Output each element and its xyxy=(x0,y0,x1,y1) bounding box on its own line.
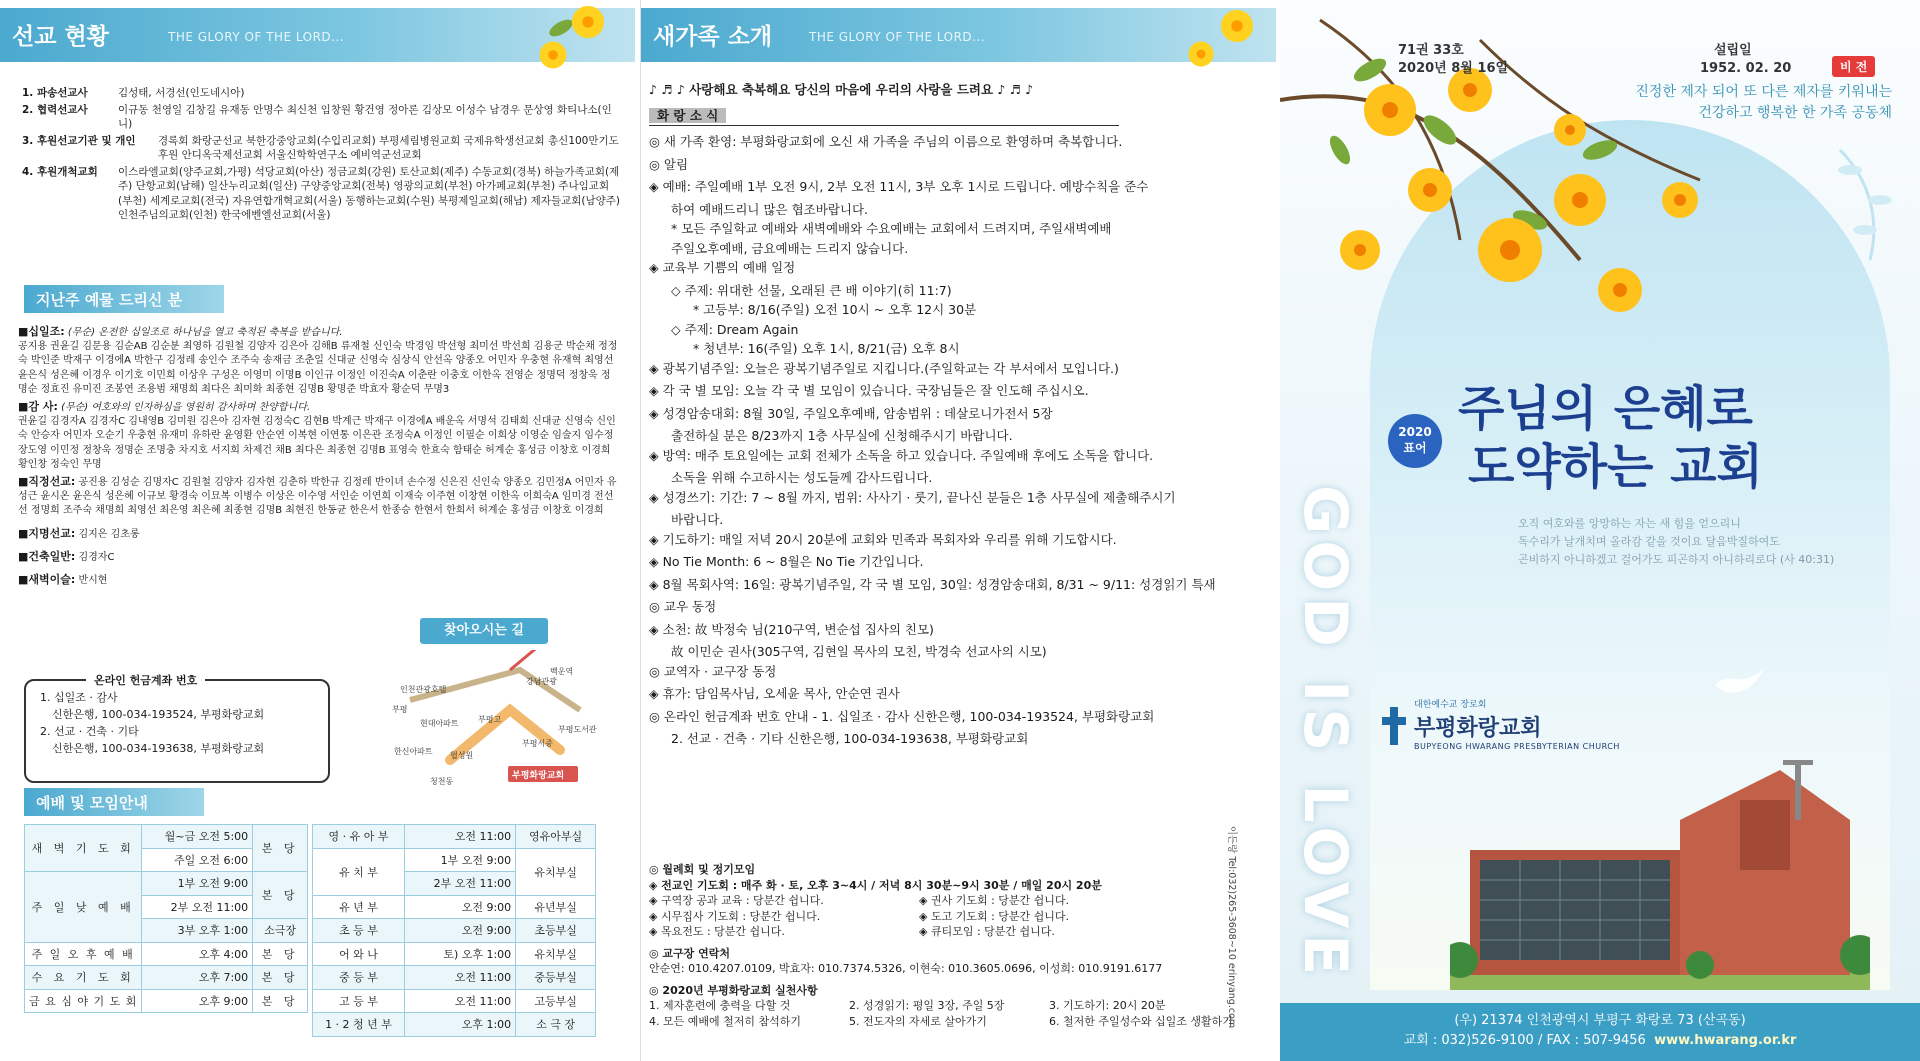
donor-group xyxy=(18,573,618,588)
news-item: ◈ 8월 목회사역: 16일: 광복기념주일, 각 국 별 모임, 30일: 성경암송대회, 8/31 ~ 9/11: 성경읽기 특새 xyxy=(649,576,1216,592)
monthly-item: ◈ 구역장 공과 교육 : 당분간 쉽니다. xyxy=(649,894,824,907)
table-cell: 오전 9:00 xyxy=(405,919,516,943)
flower-branch-illustration xyxy=(1280,0,1920,360)
table-cell: 유치부실 xyxy=(516,848,596,895)
table-cell: 수 요 기 도 회 xyxy=(25,966,142,990)
donor-names: 공지용 권윤길 김문용 김순AB 김순분 최영하 김원철 김양자 김은아 김해B 류재철 신인숙 박경임 박선형 최미선 박선희 김용군 박순채 정정숙 박인준 박재구 이경에A 박한구 김정레 송인수 조주숙 송재금 조춘일 신대균 신영숙 심상식 안선옥 양종오 어민자 우충현 유재혁 최영선 윤은식 성은혜 이경우 이기호 이민희 이상우 구성은 이영미 이명B 이인규 이정인 이진숙A 이춘란 이충호 이한옥 전영순 정명덕 정창욱 정명순 정효진 유미진 조봉연 조용범 채명희 최다은 최미화 최종현 김명B 황명준 박효자 황순덕 무명3 xyxy=(18,341,618,395)
donor-key: ■지명선교: xyxy=(18,526,76,540)
news-item: ◈ 소천: 故 박정숙 님(210구역, 변순섭 집사의 친모) xyxy=(649,621,934,637)
newcomers-subtitle: THE GLORY OF THE LORD... xyxy=(809,30,986,44)
mission-value: 경록회 화랑군선교 북한강중앙교회(수입리교회) 부평세림병원교회 국제유학생선교회 총신100만기도후원 안디옥국제선교회 서울신학학연구소 예비역군선교회 xyxy=(158,134,619,161)
panel-mission xyxy=(0,0,640,1061)
mission-row xyxy=(22,165,622,223)
bible-verse xyxy=(1518,515,1834,569)
table-row xyxy=(313,825,596,849)
table-row xyxy=(25,942,308,966)
donor-group xyxy=(18,400,618,472)
table-cell: 2부 오전 11:00 xyxy=(142,895,253,919)
table-cell: 오전 9:00 xyxy=(405,895,516,919)
motto-line: 도약하는 교회 xyxy=(1468,439,1763,495)
table-cell: 2부 오전 11:00 xyxy=(405,872,516,896)
mission-value: 김성태, 서경선(인도네시아) xyxy=(118,87,245,99)
map-label: 부평서중 xyxy=(522,739,553,748)
schedule-table-right xyxy=(312,824,596,1037)
news-item: ◈ 방역: 매주 토요일에는 교회 전체가 소독을 하고 있습니다. 주일예배 후에도 소독을 합니다. xyxy=(649,447,1154,463)
news-item: ◈ 기도하기: 매일 저녁 20시 20분에 교회와 민족과 목회자와 우리를 위해 기도합시다. xyxy=(649,531,1117,547)
table-cell: 1부 오전 9:00 xyxy=(142,872,253,896)
news-label-row xyxy=(649,106,1119,127)
verse-line: 오직 여호와를 앙망하는 자는 새 힘을 얻으리니 xyxy=(1518,517,1741,530)
panel-cover xyxy=(1280,0,1920,1061)
news-item: ◇ 주제: Dream Again xyxy=(671,321,799,337)
donor-names: 김경자C xyxy=(78,551,115,563)
table-cell: 주 일 낮 예 배 xyxy=(25,872,142,943)
flower-decoration xyxy=(1187,40,1215,68)
table-cell: 유년부실 xyxy=(516,895,596,919)
mission-value: 이규동 천영일 김창길 유재동 안명수 최신천 임창원 황건영 정아론 김상모 이성수 남경우 문상영 화티나소(인니) xyxy=(118,103,612,130)
table-cell: 3부 오후 1:00 xyxy=(142,919,253,943)
table-row xyxy=(313,1013,596,1037)
motto-line: 주님의 은혜로 xyxy=(1458,381,1753,437)
news-item: ◎ 새 가족 환영: 부평화랑교회에 오신 새 가족을 주님의 이름으로 환영하며 축복합니다. xyxy=(649,134,1123,149)
table-row xyxy=(25,872,308,896)
news-item: 주일오후예배, 금요예배는 드리지 않습니다. xyxy=(671,240,909,256)
table-cell: 본 당 xyxy=(253,989,308,1013)
donor-key: ■감 사: xyxy=(18,400,58,414)
news-item: ◈ 교육부 기쁨의 예배 일정 xyxy=(649,260,796,275)
monthly-item: ◈ 권사 기도회 : 당분간 쉽니다. xyxy=(919,894,1070,907)
news-item: ◈ 광복기념주일: 오늘은 광복기념주일로 지킵니다.(주일학교는 각 부서에서 모입니다.) xyxy=(649,360,1119,376)
online-line: 신한은행, 100-034-193638, 부평화랑교회 xyxy=(52,742,265,755)
church-logo xyxy=(1382,700,1620,751)
news-item: * 고등부: 8/16(주일) 오전 10시 ~ 오후 12시 30분 xyxy=(693,302,977,317)
news-item: ◎ 교우 동정 xyxy=(649,599,717,614)
monthly-item: ◈ 시무집사 기도회 : 당분간 쉽니다. xyxy=(649,909,821,923)
established-info xyxy=(1700,42,1791,78)
dove-icon xyxy=(1710,660,1770,700)
donor-group xyxy=(18,527,618,542)
map-label: 현대아파트 xyxy=(420,719,459,728)
table-cell: 새 벽 기 도 회 xyxy=(25,825,142,872)
issue-info xyxy=(1398,42,1508,78)
vision-badge: 비 전 xyxy=(1832,56,1875,77)
flower-decoration xyxy=(1219,8,1255,44)
contact-title: ◎ 교구장 연락처 xyxy=(649,946,731,960)
table-cell: 고등부실 xyxy=(516,989,596,1013)
table-row xyxy=(313,942,596,966)
newcomers-header xyxy=(641,8,1276,62)
practice-grid xyxy=(649,998,1269,1029)
donor-names: 김지은 김초롱 xyxy=(78,528,140,540)
news-item: ◈ 성경암송대회: 8월 30일, 주일오후예배, 암송범위 : 데살로니가전서 5장 xyxy=(649,405,1053,421)
practice-item: 6. 철저한 주일성수와 십일조 생활하기 xyxy=(1049,1014,1233,1028)
monthly-item: ◈ 목요전도 : 당분간 쉽니다. xyxy=(649,925,785,938)
mission-key: 1. 파송선교사 xyxy=(22,87,88,99)
schedule-table-left xyxy=(24,824,308,1013)
mission-key: 2. 협력선교사 xyxy=(22,103,88,116)
table-cell: 토) 오후 1:00 xyxy=(405,942,516,966)
table-cell: 오전 11:00 xyxy=(405,989,516,1013)
online-account-title: 온라인 헌금계좌 번호 xyxy=(86,672,205,689)
church-website-link[interactable]: www.hwarang.or.kr xyxy=(1654,1033,1797,1048)
table-cell: 오전 11:00 xyxy=(405,825,516,849)
table-cell: 소 극 장 xyxy=(516,1013,596,1037)
practice-title: ◎ 2020년 부평화랑교회 실천사항 xyxy=(649,983,818,997)
practice-item: 2. 성경읽기: 평일 3장, 주일 5장 xyxy=(849,999,1005,1012)
welcome-line: ♪ ♬ ♪ 사랑해요 축복해요 당신의 마음에 우리의 사랑을 드려요 ♪ ♬ ♪ xyxy=(649,82,1034,97)
mission-subtitle: THE GLORY OF THE LORD... xyxy=(168,30,345,44)
directions-title: 찾아오시는 길 xyxy=(420,618,548,644)
online-line: 2. 선교 · 건축 · 기타 xyxy=(40,725,139,738)
news-item: ◈ 성경쓰기: 기간: 7 ~ 8월 까지, 범위: 사사기 · 룻기, 끝나신 분들은 1층 사무실에 제출해주시기 xyxy=(649,489,1176,505)
news-item: ◈ No Tie Month: 6 ~ 8월은 No Tie 기간입니다. xyxy=(649,554,924,569)
table-cell: 1부 오전 9:00 xyxy=(405,848,516,872)
mission-value: 이스라엘교회(양주교회,가평) 석당교회(아산) 정금교회(강원) 토산교회(제주) 수동교회(경북) 하늘가족교회(제주) 단항교회(남해) 일산누리교회(일산) 구양중앙교회(전북) 영광의교회(부천) 아가페교회(부천) 주나임교회(부천) 세계로교회(전국) 자유연합개혁교회(서울) 동행하는교회(수원) 북평제일교회(해남) 제자들교회(남양주) 인천주님의교회(인천) 한국에벤엘선교회(서울) xyxy=(118,165,620,221)
table-cell: 영유아부실 xyxy=(516,825,596,849)
donor-group xyxy=(18,325,618,397)
news-label: 화 랑 소 식 xyxy=(649,108,726,123)
online-line: 1. 십일조 · 감사 xyxy=(40,691,118,704)
table-cell: 오후 7:00 xyxy=(142,966,253,990)
vertical-text: GOD IS LOVE xyxy=(1290,485,1360,982)
year-motto xyxy=(1458,380,1763,496)
map-label: 부평고 xyxy=(478,715,502,724)
table-cell: 주 일 오 후 예 배 xyxy=(25,942,142,966)
news-items xyxy=(649,132,1269,749)
established-date: 1952. 02. 20 xyxy=(1700,61,1792,76)
news-item: ◈ 예배: 주일예배 1부 오전 9시, 2부 오전 11시, 3부 오후 1시로 드립니다. 예방수칙을 준수 xyxy=(649,179,1149,194)
donor-title: 지난주 예물 드리신 분 xyxy=(24,285,224,313)
vision-slogan xyxy=(1635,82,1892,124)
table-row xyxy=(313,966,596,990)
news-item: 출전하실 분은 8/23까지 1층 사무실에 신청해주시기 바랍니다. xyxy=(671,428,1013,443)
year-motto-badge xyxy=(1388,414,1442,468)
table-row xyxy=(313,848,596,872)
mission-key: 3. 후원선교기관 및 개인 xyxy=(22,134,136,147)
table-row xyxy=(313,919,596,943)
table-cell: 중등부실 xyxy=(516,966,596,990)
donor-note: (무순) 온전한 십일조로 하나님을 열고 축적된 축복을 받습니다. xyxy=(67,327,343,338)
verse-line: 곤비하지 아니하겠고 걸어가도 피곤하지 아니하리로다 (사 40:31) xyxy=(1518,553,1835,566)
monthly-section xyxy=(649,862,1269,1029)
year-badge-label: 표어 xyxy=(1403,441,1427,455)
issue-date: 2020년 8월 16일 xyxy=(1398,61,1509,76)
donor-list xyxy=(18,325,618,591)
verse-line: 독수리가 날개치며 올라감 같을 것이요 달음박질하여도 xyxy=(1518,535,1780,548)
god-is-love-vertical xyxy=(1290,485,1384,982)
slogan-line: 건강하고 행복한 한 가족 공동체 xyxy=(1698,105,1892,121)
news-item: ◎ 교역자 · 교구장 동정 xyxy=(649,663,777,679)
map-label: 협성원 xyxy=(450,751,474,760)
table-cell: 중 등 부 xyxy=(313,966,405,990)
donor-group xyxy=(18,475,618,519)
monthly-grid xyxy=(649,893,1269,940)
cross-icon xyxy=(1382,707,1406,745)
newcomers-title: 새가족 소개 xyxy=(653,24,773,50)
news-item: 故 이민순 권사(305구역, 김현일 목사의 모친, 박경숙 선교사의 시모) xyxy=(671,644,1047,659)
table-cell: 소극장 xyxy=(253,919,308,943)
table-cell: 오후 4:00 xyxy=(142,942,253,966)
donor-group xyxy=(18,550,618,565)
church-building-illustration xyxy=(1450,760,1870,990)
mission-row xyxy=(22,134,622,163)
address-bar xyxy=(1280,1003,1920,1061)
church-name-en: BUPYEONG HWARANG PRESBYTERIAN CHURCH xyxy=(1414,742,1620,751)
donor-key: ■십일조: xyxy=(18,325,65,338)
table-row xyxy=(25,825,308,849)
table-cell: 오후 9:00 xyxy=(142,989,253,1013)
table-cell: 오전 11:00 xyxy=(405,966,516,990)
news-item: 2. 선교 · 건축 · 기타 신한은행, 100-034-193638, 부평화랑교회 xyxy=(671,731,1029,746)
table-cell: 유치부실 xyxy=(516,942,596,966)
donor-names: 권윤길 김경자A 김경자C 김내영B 김미원 김은아 김자현 김정숙C 김현B 박계근 박재구 이경에A 배운옥 서명석 김태희 신대균 신영숙 신인숙 안승자 어민자 오순기 우충현 유재미 유하란 윤영환 안순연 이복현 이연통 이은관 조정숙A 이정인 이필순 이희상 이영순 임술지 임수정 장도영 이민정 정창욱 정명순 조명충 차지호 서지희 차제건 채B 최다은 최종현 김명B 표영숙 한효숙 함태순 허계순 홍성금 이창호 이경희 황인창 정숙인 무명 xyxy=(18,416,616,470)
table-cell: 본 당 xyxy=(253,825,308,872)
practice-item: 5. 전도자의 자세로 살아가기 xyxy=(849,1014,987,1028)
table-cell: 주일 오전 6:00 xyxy=(142,848,253,872)
donor-key: ■직정선교: xyxy=(18,475,76,489)
table-cell: 본 당 xyxy=(253,966,308,990)
map-label: 부평도서관 xyxy=(558,725,597,734)
established-label: 설립일 xyxy=(1714,43,1752,58)
table-cell: 어 와 나 xyxy=(313,942,405,966)
news-item: * 모든 주일학교 예배와 새벽예배와 수요예배는 교회에서 드려지며, 주일새벽예배 xyxy=(671,221,1112,236)
table-cell: 본 당 xyxy=(253,942,308,966)
table-row xyxy=(25,966,308,990)
table-cell: 본 당 xyxy=(253,872,308,919)
monthly-item: ◈ 큐티모임 : 당분간 쉽니다. xyxy=(919,925,1055,938)
map-label: 부평화랑교회 xyxy=(512,771,565,781)
map-label: 한신아파트 xyxy=(394,747,433,756)
church-address: (우) 21374 인천광역시 부평구 화랑로 73 (산곡동) xyxy=(1454,1013,1746,1028)
denomination: 대한예수교 장로회 xyxy=(1414,700,1487,710)
table-cell: 초 등 부 xyxy=(313,919,405,943)
church-contact: 교회 : 032)526-9100 / FAX : 507-9456 xyxy=(1403,1033,1646,1048)
news-item: * 청년부: 16(주일) 오후 1시, 8/21(금) 오후 8시 xyxy=(693,341,960,356)
mission-row xyxy=(22,86,622,101)
slogan-line: 진정한 제자 되어 또 다른 제자를 키워내는 xyxy=(1635,84,1892,100)
donor-note: (무순) 여호와의 인자하심을 영원히 감사하며 찬양합니다. xyxy=(61,402,311,414)
monthly-title: ◎ 월례회 및 정기모임 xyxy=(649,863,756,876)
map-label: 백운역 xyxy=(550,667,574,676)
table-row xyxy=(313,989,596,1013)
practice-item: 4. 모든 예배에 철저히 참석하기 xyxy=(649,1014,801,1028)
table-cell: 영 · 유 아 부 xyxy=(313,825,405,849)
practice-item: 1. 제자훈련에 충력을 다할 것 xyxy=(649,999,791,1012)
church-name: 부평화랑교회 xyxy=(1414,716,1542,741)
practice-item: 3. 기도하기: 20시 20분 xyxy=(1049,999,1166,1012)
table-cell: 유 년 부 xyxy=(313,895,405,919)
news-item: ◇ 주제: 위대한 선물, 오래된 큰 배 이야기(히 11:7) xyxy=(671,282,952,298)
mission-list xyxy=(22,86,622,223)
mission-title: 선교 현황 xyxy=(12,24,109,50)
donor-names: 공진용 김성순 김명자C 김원철 김양자 김자현 김춘하 박한규 김정레 반이녀 손수정 신은진 신인숙 양종오 김민정A 어민자 유성근 윤시온 윤은식 성은혜 이규보 황경숙 이묘복 이병수 이상은 이수영 서인순 이연희 이재숙 이주현 이창현 이한옥 이희숙A 임미경 전선선 정명희 조주숙 채명희 최영선 최은영 최은혜 최종현 김명B 최현진 한동균 한은서 한종승 한현서 한희서 허계순 홍성금 이창호 이경희 xyxy=(18,477,617,517)
mission-key: 4. 후원개척교회 xyxy=(22,165,98,178)
map-label: 인천관광호텔 xyxy=(400,685,447,694)
table-row xyxy=(25,989,308,1013)
table-cell: 오후 1:00 xyxy=(405,1013,516,1037)
donor-names: 반시현 xyxy=(78,575,108,587)
volume-number: 71권 33호 xyxy=(1398,43,1464,58)
news-item: 하여 예배드리니 많은 협조바랍니다. xyxy=(671,201,869,217)
news-item: ◈ 각 국 별 모임: 오늘 각 국 별 모임이 있습니다. 국장님들은 잘 인도해 주십시오. xyxy=(649,383,1089,398)
map-label: 강남관광 xyxy=(526,677,557,686)
monthly-line: ◈ 전교인 기도회 : 매주 화 · 토, 오후 3~4시 / 저녁 8시 30분~9시 30분 / 매일 20시 20분 xyxy=(649,878,1102,892)
donor-key: ■새벽이슬: xyxy=(18,573,76,587)
printer-credit: 이든랑 Tel:032)265-3608~10 erinyang.com xyxy=(1225,825,1237,1029)
directions-map xyxy=(390,650,610,790)
year-badge-year: 2020 xyxy=(1398,425,1432,439)
flower-decoration xyxy=(570,4,606,40)
map-label: 부평 xyxy=(392,705,408,714)
news-body xyxy=(649,80,1269,749)
contact-line: 안순연: 010.4207.0109, 박효자: 010.7374.5326, 이현숙: 010.3605.0696, 이성희: 010.9191.6177 xyxy=(649,962,1163,975)
table-cell: 월~금 오전 5:00 xyxy=(142,825,253,849)
news-item: ◈ 휴가: 담임목사님, 오세윤 목사, 안순연 권사 xyxy=(649,686,900,701)
table-cell: 금 요 심 야 기 도 회 xyxy=(25,989,142,1013)
news-item: ◎ 알림 xyxy=(649,156,689,172)
news-item: 바랍니다. xyxy=(671,512,724,527)
panel-newcomers xyxy=(640,0,1280,1061)
mission-row xyxy=(22,103,622,132)
schedule-title: 예배 및 모임안내 xyxy=(24,788,204,816)
donor-key: ■건축일반: xyxy=(18,549,76,563)
online-line: 신한은행, 100-034-193524, 부평화랑교회 xyxy=(52,708,265,721)
map-label: 청천동 xyxy=(430,777,454,786)
news-item: ◎ 온라인 헌금계좌 번호 안내 - 1. 십일조 · 감사 신한은행, 100-034-193524, 부평화랑교회 xyxy=(649,708,1155,724)
table-cell: 유 치 부 xyxy=(313,848,405,895)
table-cell: 고 등 부 xyxy=(313,989,405,1013)
monthly-item: ◈ 도고 기도회 : 당분간 쉽니다. xyxy=(919,909,1070,923)
table-cell: 1 · 2 청 년 부 xyxy=(313,1013,405,1037)
online-account-box xyxy=(24,674,330,783)
table-row xyxy=(313,895,596,919)
table-cell: 초등부실 xyxy=(516,919,596,943)
news-item: 소독을 위해 수고하시는 성도들께 감사드립니다. xyxy=(671,470,933,485)
flower-decoration xyxy=(538,40,568,70)
